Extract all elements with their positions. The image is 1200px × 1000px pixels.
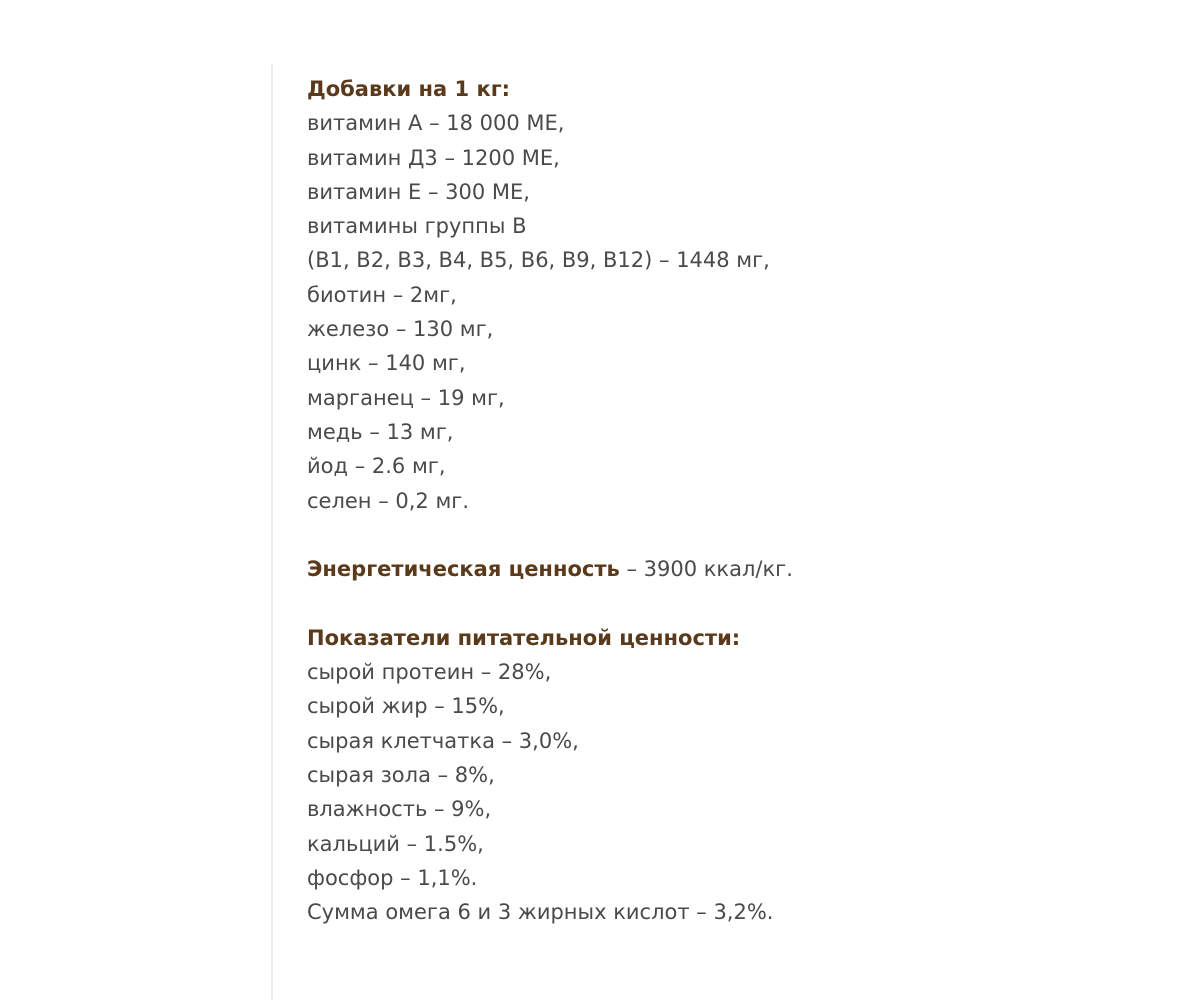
supplement-item: цинк – 140 мг, [307,351,466,376]
nutrition-heading: Показатели питательной ценности: [307,625,741,650]
supplement-item: йод – 2.6 мг, [307,454,446,479]
supplements-section [307,72,1167,518]
nutrition-item: сырой протеин – 28%, [307,660,552,685]
nutrition-item: влажность – 9%, [307,797,492,822]
nutrition-item: фосфор – 1,1%. [307,865,478,890]
supplements-heading: Добавки на 1 кг: [307,77,511,101]
supplement-item: селен – 0,2 мг. [307,488,470,513]
supplement-item: (В1, В2, В3, В4, В5, В6, В9, В12) – 1448 мг, [307,248,770,273]
energy-line [307,552,1167,586]
section-spacer [307,586,1167,620]
supplement-item: витамины группы В [307,214,527,239]
supplement-item: витамин Д3 – 1200 МЕ, [307,145,560,170]
supplement-item: биотин – 2мг, [307,282,457,307]
energy-heading: Энергетическая ценность [307,557,620,582]
energy-value: – 3900 ккал/кг. [619,557,793,582]
supplement-item: витамин Е – 300 МЕ, [307,179,530,204]
nutrition-section [307,621,1167,930]
supplement-item: витамин А – 18 000 МЕ, [307,111,565,136]
product-composition-text [307,72,1167,929]
nutrition-item: Сумма омега 6 и 3 жирных кислот – 3,2%. [307,900,774,925]
vertical-divider [271,64,273,1000]
energy-section [307,552,1167,586]
nutrition-item: сырая клетчатка – 3,0%, [307,728,579,753]
nutrition-item: сырой жир – 15%, [307,694,505,719]
supplement-item: медь – 13 мг, [307,419,454,444]
section-spacer [307,518,1167,552]
nutrition-item: кальций – 1.5%, [307,831,484,856]
nutrition-item: сырая зола – 8%, [307,762,495,787]
supplement-item: железо – 130 мг, [307,317,494,342]
supplement-item: марганец – 19 мг, [307,385,505,410]
